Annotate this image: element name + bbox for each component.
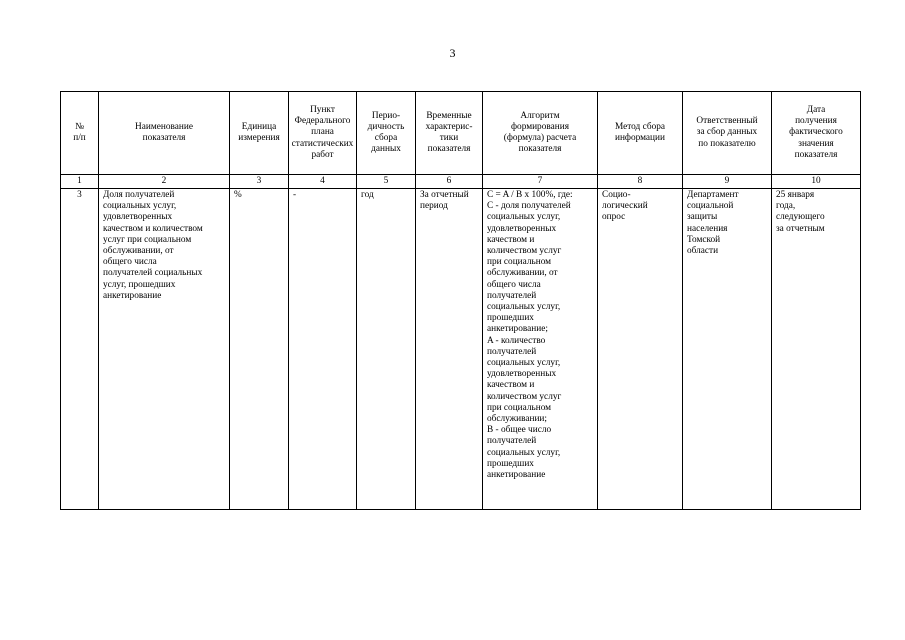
header-periodicity: Перио- дичность сбора данных — [367, 110, 405, 155]
page-number: 3 — [449, 46, 456, 60]
column-number: 3 — [230, 175, 289, 189]
date-value: 25 января года, следующего за отчетным — [776, 190, 825, 234]
periodicity-value: год — [361, 190, 374, 200]
column-number: 5 — [357, 175, 416, 189]
header-cell — [483, 92, 598, 175]
header-algorithm: Алгоритм формирования (формула) расчета показателя — [503, 110, 577, 155]
federal-plan-value: - — [293, 190, 297, 200]
column-number: 1 — [61, 175, 99, 189]
row-number: 3 — [61, 189, 99, 510]
header-cell — [357, 92, 416, 175]
header-cell — [683, 92, 772, 175]
algorithm-cell — [483, 189, 598, 510]
indicator-name: Доля получателей социальных услуг, удовлетворенных качеством и количеством услуг при социальном обслуживании, от общего числа получателей социальных услуг, прошедших анкетирование — [103, 190, 203, 301]
column-number: 6 — [416, 175, 483, 189]
header-cell — [99, 92, 230, 175]
header-collection-method: Метод сбора информации — [614, 121, 666, 143]
table-row — [61, 189, 861, 510]
header-unit: Единица измерения — [238, 121, 280, 143]
column-number: 10 — [772, 175, 861, 189]
header-time-characteristics: Временные характерис- тики показателя — [425, 110, 473, 155]
indicator-name-cell — [99, 189, 230, 510]
column-number: 9 — [683, 175, 772, 189]
header-responsible: Ответственный за сбор данных по показателю — [696, 116, 758, 149]
header-row — [61, 92, 861, 175]
federal-plan-cell — [289, 189, 357, 510]
header-name: Наименование показателя — [135, 121, 193, 143]
responsible-cell — [683, 189, 772, 510]
unit-cell — [230, 189, 289, 510]
column-number: 2 — [99, 175, 230, 189]
header-federal-plan: Пункт Федерального плана статистических работ — [291, 104, 354, 160]
column-number: 4 — [289, 175, 357, 189]
column-number: 7 — [483, 175, 598, 189]
column-number: 8 — [598, 175, 683, 189]
unit-value: % — [234, 190, 242, 200]
header-cell — [289, 92, 357, 175]
responsible-value: Департамент социальной защиты населения Томской области — [687, 190, 739, 257]
collection-method-cell — [598, 189, 683, 510]
collection-method-value: Социо- логический опрос — [602, 190, 648, 223]
header-cell — [598, 92, 683, 175]
column-number-row — [61, 175, 861, 189]
indicators-table — [60, 91, 861, 510]
algorithm-value: C = A / B x 100%, где: C - доля получателей социальных услуг, удовлетворенных качеством и количеством услуг при социальном обслуживании, от общего числа получателей социальных услуг, прошедших анкетирование; A - количество получателей социальных услуг, удовлетворенных качеством и количеством услуг при социальном обслуживании; B - общее число получателей социальных услуг, прошедших анкетирование — [487, 190, 573, 481]
header-cell — [230, 92, 289, 175]
header-cell — [416, 92, 483, 175]
time-characteristics-cell — [416, 189, 483, 510]
header-cell — [772, 92, 861, 175]
header-date: Дата получения фактического значения показателя — [789, 104, 843, 160]
header-cell — [61, 92, 99, 175]
periodicity-cell — [357, 189, 416, 510]
time-characteristics-value: За отчетный период — [420, 190, 469, 212]
header-number: № п/п — [73, 121, 86, 143]
date-cell — [772, 189, 861, 510]
